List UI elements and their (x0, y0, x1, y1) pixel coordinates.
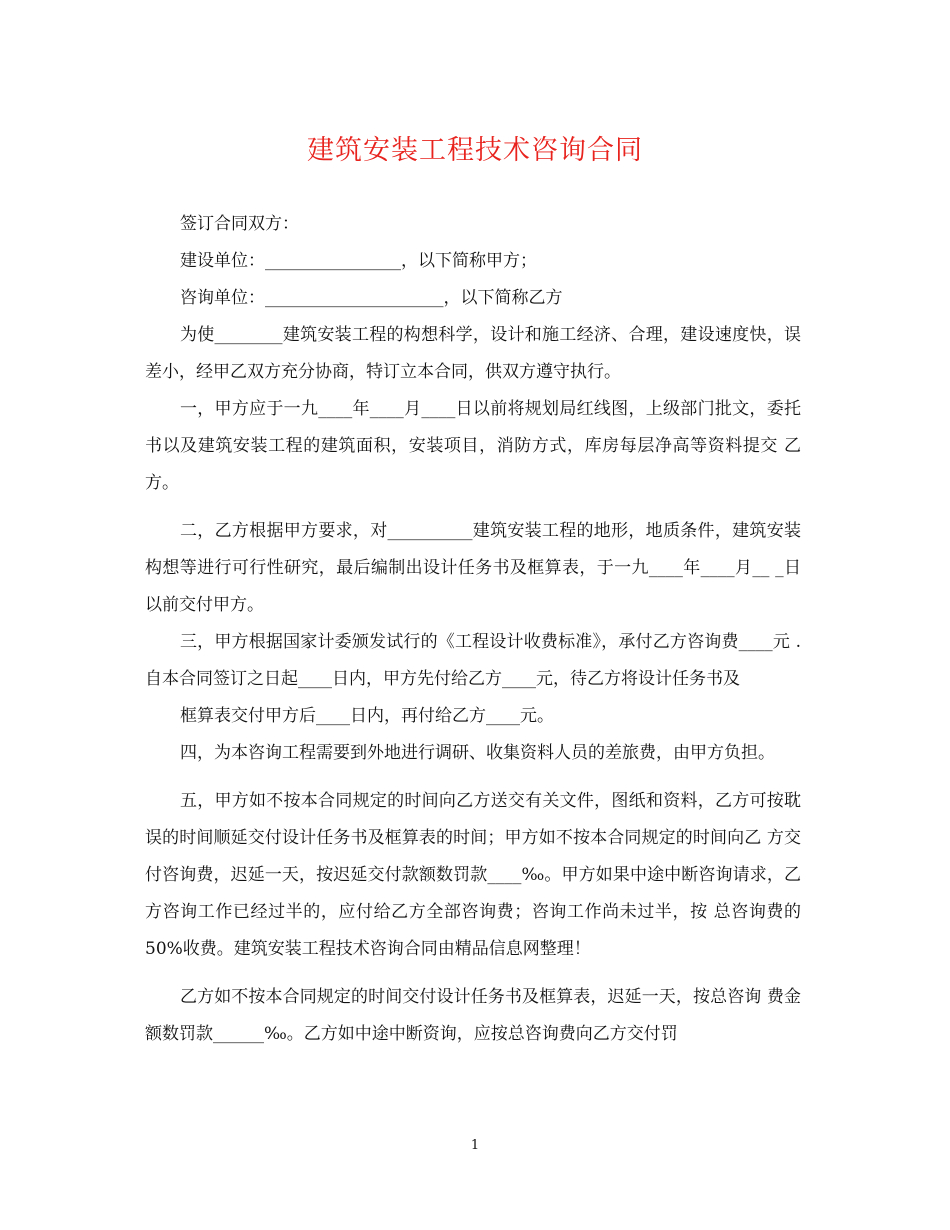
paragraph-clause-5-party-b: 乙方如不按本合同规定的时间交付设计任务书及框算表，迟延一天，按总咨询 费金额数罚款______‰。乙方如中途中断资询，应按总咨询费向乙方交付罚 (145, 987, 801, 1044)
paragraph-purpose: 为使________建筑安装工程的构想科学，设计和施工经济、合理，建设速度快，误差小，经甲乙双方充分协商，特订立本合同，供双方遵守执行。 (145, 325, 801, 382)
paragraph-parties-intro: 签订合同双方： (180, 214, 299, 234)
paragraph-clause-2: 二，乙方根据甲方要求，对__________建筑安装工程的地形，地质条件，建筑安装构想等进行可行性研究，最后编制出设计任务书及框算表，于一九____年____月__ _日以前交付甲方。 (145, 521, 801, 615)
paragraph-clause-3: 三，甲方根据国家计委颁发试行的《工程设计收费标准》，承付乙方咨询费____元 . 自本合同签订之日起____日内，甲方先付给乙方____元，待乙方将设计任务书及 (145, 632, 801, 689)
paragraph-party-b: 咨询单位：_____________________，以下简称乙方 (180, 288, 563, 308)
paragraph-clause-5: 五，甲方如不按本合同规定的时间向乙方送交有关文件，图纸和资料，乙方可按耽误的时间顺延交付设计任务书及框算表的时间；甲方如不按本合同规定的时间向乙 方交付咨询费，迟延一天，按迟延交付款额数罚款____‰。甲方如果中途中断咨询请求，乙方咨询工作已经过半的，应付给乙方全部咨询费；咨询工作尚未过半，按 总咨询费的50%收费。建筑安装工程技术咨询合同由精品信息网整理！ (145, 791, 801, 959)
document-body (145, 206, 801, 1053)
paragraph-clause-3-cont: 框算表交付甲方后____日内，再付给乙方____元。 (180, 706, 554, 726)
page-number: 1 (470, 1138, 480, 1153)
paragraph-clause-1: 一，甲方应于一九____年____月____日以前将规划局红线图，上级部门批文，委托书以及建筑安装工程的建筑面积，安装项目，消防方式，库房每层净高等资料提交 乙方。 (145, 399, 801, 493)
paragraph-clause-4: 四，为本咨询工程需要到外地进行调研、收集资料人员的差旅费，由甲方负担。 (180, 743, 775, 763)
paragraph-party-a: 建设单位：________________，以下简称甲方； (180, 251, 537, 271)
document-title: 建筑安装工程技术咨询合同 (307, 135, 643, 166)
